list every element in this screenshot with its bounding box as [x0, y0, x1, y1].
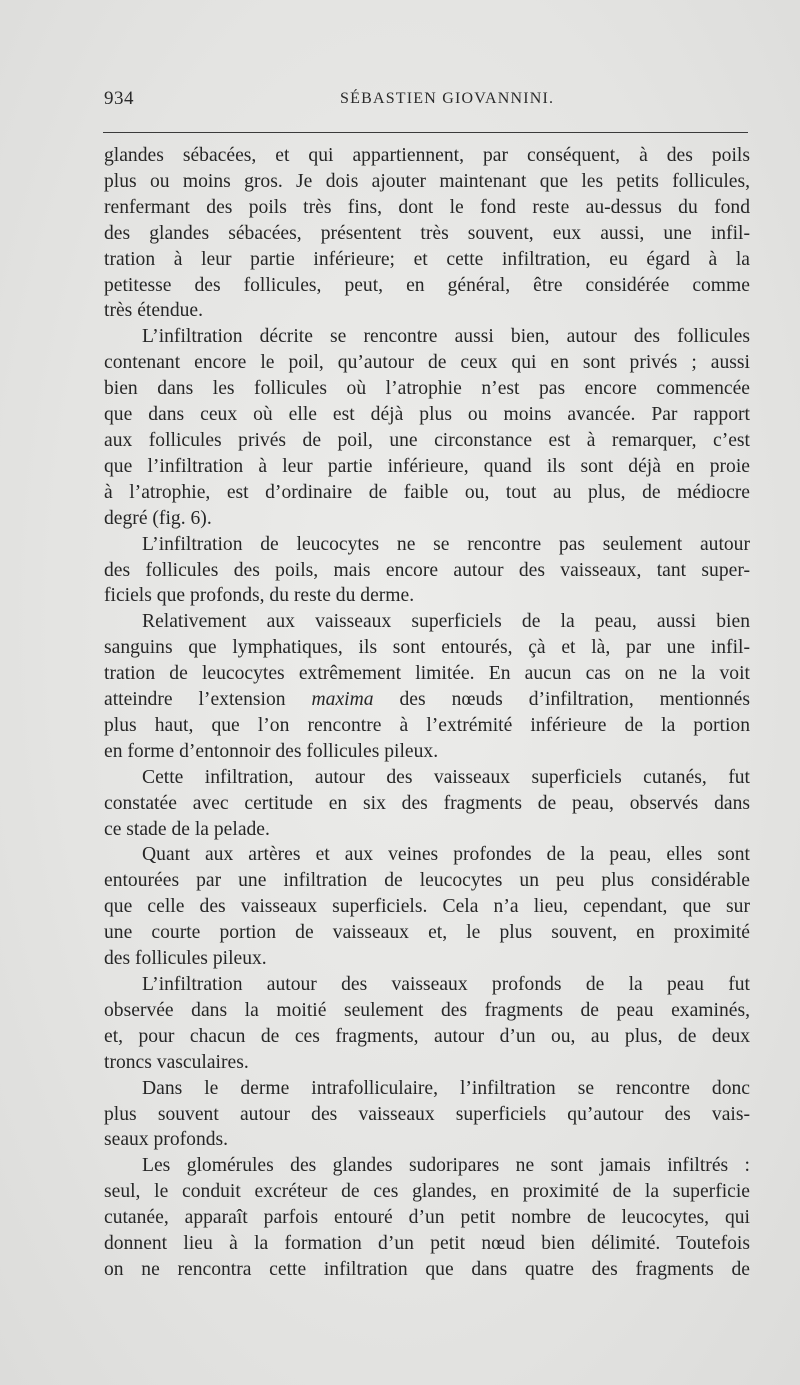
body-text [104, 143, 750, 1283]
text-line: Relativement aux vaisseaux superficiels de la peau, aussi bien [142, 611, 750, 633]
text-line: que l’infiltration à leur partie inférieure, quand ils sont déjà en proie [104, 455, 750, 477]
text-line: on ne rencontra cette infiltration que dans quatre des fragments de [104, 1258, 750, 1280]
text-line: des glandes sébacées, présentent très souvent, eux aussi, une infil- [104, 222, 750, 244]
text-line: tration à leur partie inférieure; et cette infiltration, eu égard à la [104, 248, 750, 270]
text-line: renfermant des poils très fins, dont le fond reste au-dessus du fond [104, 196, 750, 218]
paragraph [104, 532, 750, 610]
text-line: ce stade de la pelade. [104, 818, 270, 840]
text-line: une courte portion de vaisseaux et, le plus souvent, en proximité [104, 922, 750, 944]
text-line: Quant aux artères et aux veines profondes de la peau, elles sont [142, 844, 750, 866]
text-line: ficiels que profonds, du reste du derme. [104, 585, 415, 607]
italic-term: maxima [311, 689, 374, 711]
text-line: à l’atrophie, est d’ordinaire de faible ou, tout au plus, de médiocre [104, 481, 750, 503]
paragraph [104, 842, 750, 972]
text-line: cutanée, apparaît parfois entouré d’un petit nombre de leucocytes, qui [104, 1207, 750, 1229]
text-line: contenant encore le poil, qu’autour de ceux qui en sont privés ; aussi [104, 352, 750, 374]
text-line: seul, le conduit excréteur de ces glandes, en proximité de la superficie [104, 1181, 750, 1203]
text-line: que dans ceux où elle est déjà plus ou moins avancée. Par rapport [104, 404, 750, 426]
text-line: observée dans la moitié seulement des fragments de peau examinés, [104, 999, 750, 1021]
text-line: bien dans les follicules où l’atrophie n’est pas encore commencée [104, 378, 750, 400]
text-line: Les glomérules des glandes sudoripares ne sont jamais infiltrés : [142, 1155, 750, 1177]
text-segment: des nœuds d’infiltration, mentionnés [373, 689, 751, 711]
text-line: des follicules pileux. [104, 948, 267, 970]
text-line: donnent lieu à la formation d’un petit nœud bien délimité. Toutefois [104, 1233, 750, 1255]
text-line: Dans le derme intrafolliculaire, l’infiltration se rencontre donc [142, 1077, 750, 1099]
text-line: petitesse des follicules, peut, en général, être considérée comme [104, 274, 750, 296]
text-line: très étendue. [104, 300, 204, 322]
text-line: en forme d’entonnoir des follicules pileux. [104, 740, 439, 762]
page-header [104, 88, 750, 114]
text-line: tration de leucocytes extrêmement limitée. En aucun cas on ne la voit [104, 663, 750, 685]
text-line: et, pour chacun de ces fragments, autour d’un ou, au plus, de deux [104, 1025, 750, 1047]
text-line: Cette infiltration, autour des vaisseaux superficiels cutanés, fut [142, 766, 750, 788]
paragraph [104, 609, 750, 764]
text-line: des follicules des poils, mais encore autour des vaisseaux, tant super- [104, 559, 750, 581]
text-line: L’infiltration de leucocytes ne se rencontre pas seulement autour [142, 533, 750, 555]
text-line: entourées par une infiltration de leucocytes un peu plus considérable [104, 870, 750, 892]
paragraph [104, 324, 750, 531]
text-line: sanguins que lymphatiques, ils sont entourés, çà et là, par une infil- [104, 637, 750, 659]
header-rule [103, 132, 748, 133]
text-line: plus haut, que l’on rencontre à l’extrémité inférieure de la portion [104, 714, 750, 736]
text-line: troncs vasculaires. [104, 1051, 249, 1073]
text-line: glandes sébacées, et qui appartiennent, par conséquent, à des poils [104, 145, 750, 166]
text-line [104, 687, 750, 713]
text-line: que celle des vaisseaux superficiels. Cela n’a lieu, cependant, que sur [104, 896, 750, 918]
text-line: L’infiltration autour des vaisseaux profonds de la peau fut [142, 974, 750, 995]
text-line: plus souvent autour des vaisseaux superficiels qu’autour des vais- [104, 1103, 750, 1125]
paragraph [104, 143, 750, 324]
text-line: degré (fig. 6). [104, 507, 212, 529]
paragraph [104, 765, 750, 843]
running-head: SÉBASTIEN GIOVANNINI. [340, 90, 555, 107]
text-line: seaux profonds. [104, 1129, 229, 1151]
text-line: constatée avec certitude en six des fragments de peau, observés dans [104, 792, 750, 814]
page-number: 934 [104, 88, 134, 109]
text-line: aux follicules privés de poil, une circonstance est à remarquer, c’est [104, 429, 750, 451]
text-line: L’infiltration décrite se rencontre aussi bien, autour des follicules [142, 326, 750, 348]
paragraph [104, 972, 750, 1076]
text-line: plus ou moins gros. Je dois ajouter maintenant que les petits follicules, [104, 170, 750, 192]
paragraph [104, 1076, 750, 1154]
text-segment: atteindre l’extension [104, 689, 312, 711]
paragraph [104, 1153, 750, 1283]
